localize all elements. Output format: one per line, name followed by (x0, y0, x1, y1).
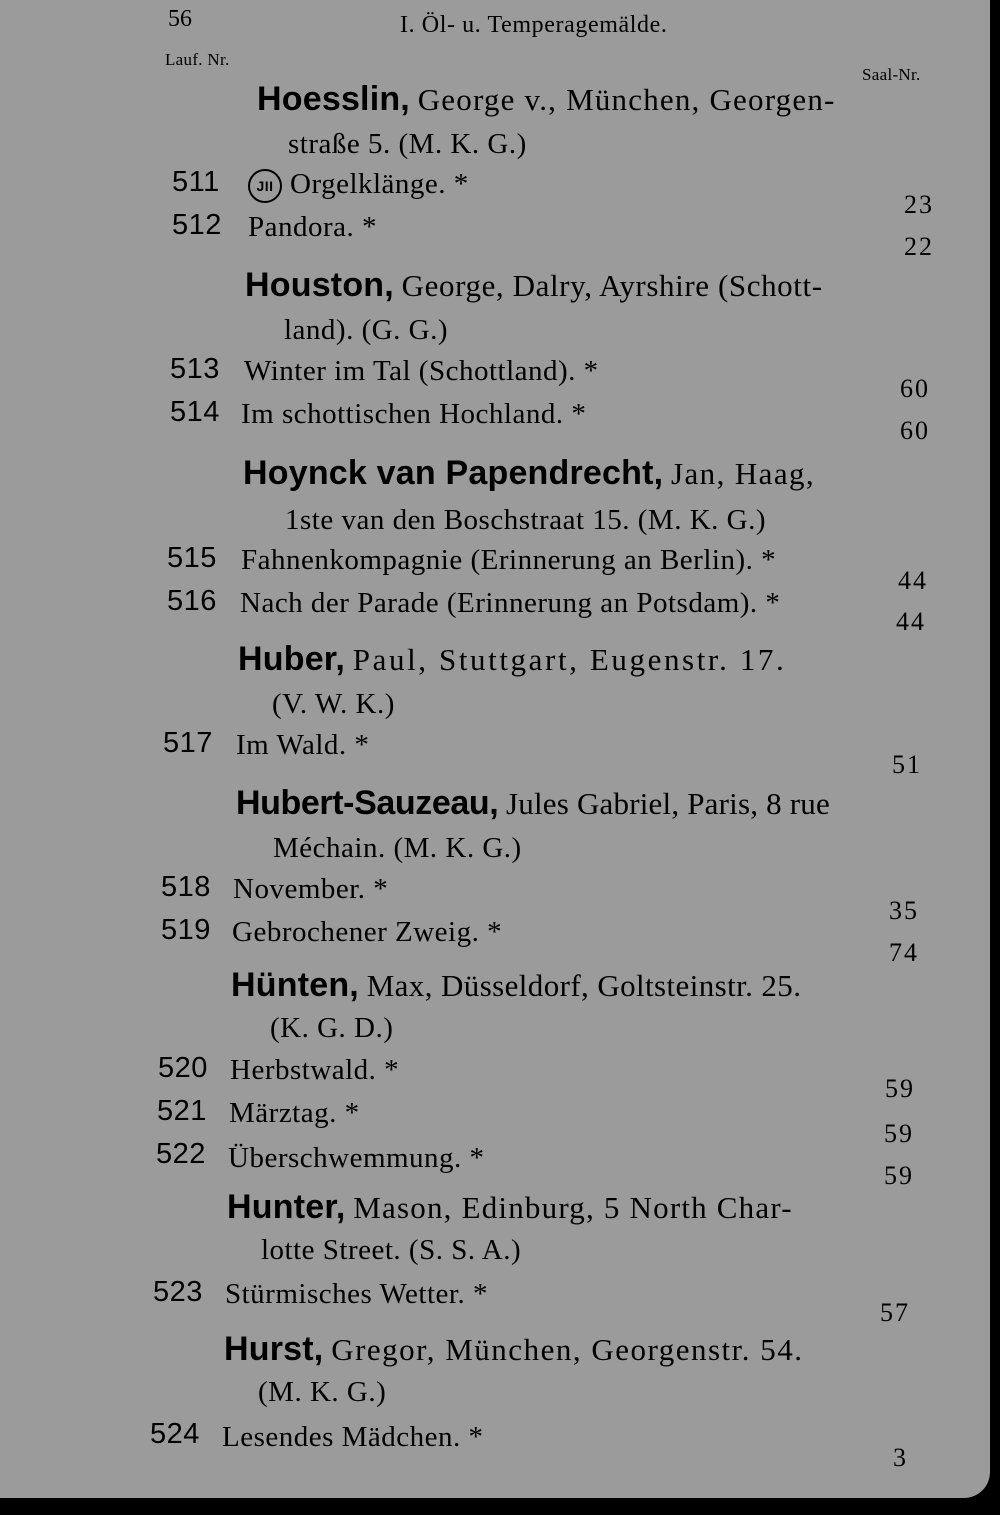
lauf-nr: 512 (172, 209, 222, 241)
artist-heading (231, 966, 801, 1005)
work-title: JII Orgelklänge. * (248, 168, 469, 203)
artist-address: Jules Gabriel, Paris, 8 rue (506, 786, 830, 821)
artist-address: George, Dalry, Ayrshire (Schott- (401, 268, 823, 303)
work-title: Märztag. * (229, 1097, 360, 1129)
lauf-nr: 518 (161, 871, 211, 903)
artist-name: Hoesslin, (257, 80, 410, 118)
lauf-nr: 523 (153, 1276, 203, 1308)
artist-name: Hunter, (227, 1188, 346, 1226)
artist-name: Houston, (245, 266, 394, 304)
artist-name: Huber, (238, 640, 346, 678)
work-title: Herbstwald. * (230, 1054, 400, 1086)
artist-address-cont: (M. K. G.) (258, 1376, 387, 1408)
artist-address-cont: straße 5. (M. K. G.) (288, 128, 527, 160)
artist-heading (238, 640, 786, 679)
artist-address-cont: 1ste van den Boschstraat 15. (M. K. G.) (285, 504, 766, 536)
lauf-nr: 522 (156, 1138, 206, 1170)
saal-nr: 74 (889, 938, 919, 967)
page-edge (990, 0, 1000, 1515)
artist-name: Hünten, (231, 966, 359, 1004)
artist-heading (243, 454, 815, 493)
museum-badge-icon: JII (248, 169, 282, 203)
saal-nr: 3 (893, 1443, 908, 1472)
saal-nr: 59 (884, 1119, 914, 1148)
artist-address-cont: Méchain. (M. K. G.) (273, 832, 522, 864)
artist-address: George v., München, Georgen- (417, 82, 836, 117)
artist-address: Paul, Stuttgart, Eugenstr. 17. (352, 642, 787, 677)
artist-name: Hubert-Sauzeau, (236, 784, 499, 822)
artist-heading (257, 80, 836, 119)
artist-name: Hoynck van Papendrecht, (243, 454, 664, 492)
saal-nr: 23 (904, 190, 934, 219)
work-title: Im schottischen Hochland. * (241, 398, 587, 430)
work-title: Fahnenkompagnie (Erinnerung an Berlin). * (241, 544, 777, 576)
page-number: 56 (168, 6, 192, 32)
lauf-nr: 515 (167, 542, 217, 574)
lauf-nr: 517 (163, 727, 213, 759)
work-title: Überschwemmung. * (228, 1142, 485, 1174)
saal-nr: 22 (904, 232, 934, 261)
saal-nr: 44 (898, 566, 928, 595)
saal-nr: 60 (900, 416, 930, 445)
column-label-lauf-nr: Lauf. Nr. (165, 50, 230, 69)
saal-nr: 60 (900, 374, 930, 403)
artist-address-cont: land). (G. G.) (284, 314, 449, 346)
artist-address: Mason, Edinburg, 5 North Char- (353, 1190, 793, 1225)
artist-heading (224, 1330, 804, 1369)
work-title: Gebrochener Zweig. * (232, 916, 503, 948)
artist-address-cont: (V. W. K.) (272, 688, 395, 720)
artist-heading (245, 266, 823, 305)
artist-address-cont: lotte Street. (S. S. A.) (261, 1234, 522, 1266)
work-title: Winter im Tal (Schottland). * (244, 355, 599, 387)
work-title: Nach der Parade (Erinnerung an Potsdam). * (240, 587, 781, 619)
saal-nr: 59 (885, 1074, 915, 1103)
artist-address: Jan, Haag, (671, 456, 816, 491)
lauf-nr: 516 (167, 585, 217, 617)
lauf-nr: 511 (172, 166, 220, 198)
saal-nr: 51 (892, 750, 922, 779)
work-title: Im Wald. * (236, 729, 370, 761)
work-title: Pandora. * (248, 211, 378, 243)
artist-address-cont: (K. G. D.) (270, 1012, 394, 1044)
saal-nr: 57 (880, 1298, 910, 1327)
lauf-nr: 520 (158, 1052, 208, 1084)
lauf-nr: 519 (161, 914, 211, 946)
artist-address: Max, Düsseldorf, Goltsteinstr. 25. (366, 968, 802, 1003)
work-title: Stürmisches Wetter. * (225, 1278, 488, 1310)
artist-address: Gregor, München, Georgenstr. 54. (331, 1332, 804, 1367)
saal-nr: 44 (896, 607, 926, 636)
artist-heading (227, 1188, 793, 1227)
lauf-nr: 514 (170, 396, 220, 428)
saal-nr: 59 (884, 1161, 914, 1190)
lauf-nr: 513 (170, 353, 220, 385)
work-title: November. * (233, 873, 389, 905)
section-title: I. Öl- u. Temperagemälde. (400, 12, 668, 38)
artist-heading (236, 784, 830, 823)
lauf-nr: 524 (150, 1418, 200, 1450)
artist-name: Hurst, (224, 1330, 324, 1368)
saal-nr: 35 (889, 896, 919, 925)
work-title: Lesendes Mädchen. * (222, 1421, 484, 1453)
column-label-saal-nr: Saal-Nr. (862, 65, 921, 84)
lauf-nr: 521 (157, 1095, 207, 1127)
